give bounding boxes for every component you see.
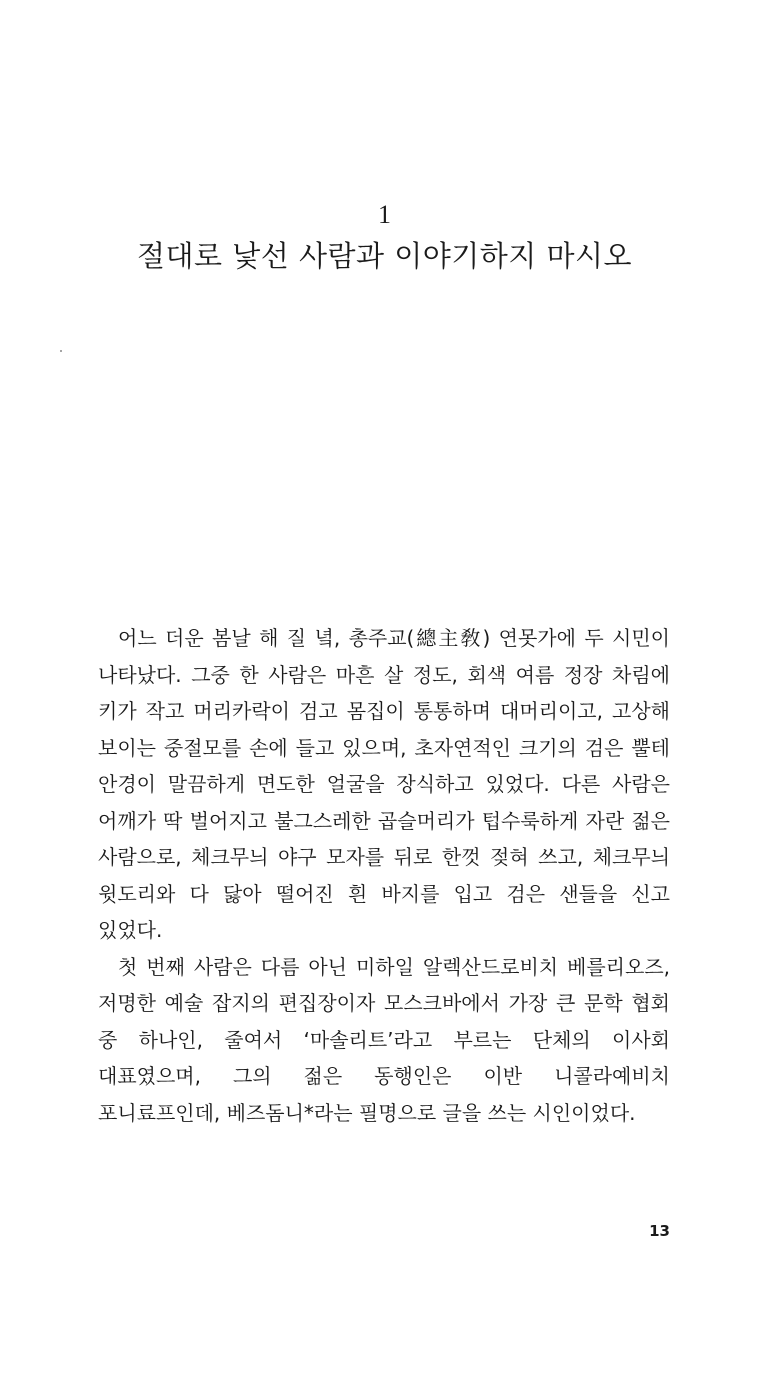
body-text <box>98 620 670 1131</box>
print-speck <box>60 350 62 352</box>
page-number: 13 <box>649 1222 670 1240</box>
paragraph-1: 어느 더운 봄날 해 질 녘, 총주교(總主敎) 연못가에 두 시민이 나타났다. 그중 한 사람은 마흔 살 정도, 회색 여름 정장 차림에 키가 작고 머리카락이 검고 몸집이 통통하며 대머리이고, 고상해 보이는 중절모를 손에 들고 있으며, 초자연적인 크기의 검은 뿔테 안경이 말끔하게 면도한 얼굴을 장식하고 있었다. 다른 사람은 어깨가 딱 벌어지고 불그스레한 곱슬머리가 텁수룩하게 자란 젊은 사람으로, 체크무늬 야구 모자를 뒤로 한껏 젖혀 쓰고, 체크무늬 윗도리와 다 닳아 떨어진 흰 바지를 입고 검은 샌들을 신고 있었다. <box>98 626 670 942</box>
chapter-title: 절대로 낯선 사람과 이야기하지 마시오 <box>136 239 633 273</box>
chapter-number: 1 <box>378 200 391 229</box>
paragraph-2: 첫 번째 사람은 다름 아닌 미하일 알렉산드로비치 베를리오즈, 저명한 예술 잡지의 편집장이자 모스크바에서 가장 큰 문학 협회 중 하나인, 줄여서 ‘마솔리트’라고 부르는 단체의 이사회 대표였으며, 그의 젊은 동행인은 이반 니콜라예비치 포니료프인데, 베즈돔니*라는 필명으로 글을 쓰는 시인이었다. <box>98 954 670 1125</box>
